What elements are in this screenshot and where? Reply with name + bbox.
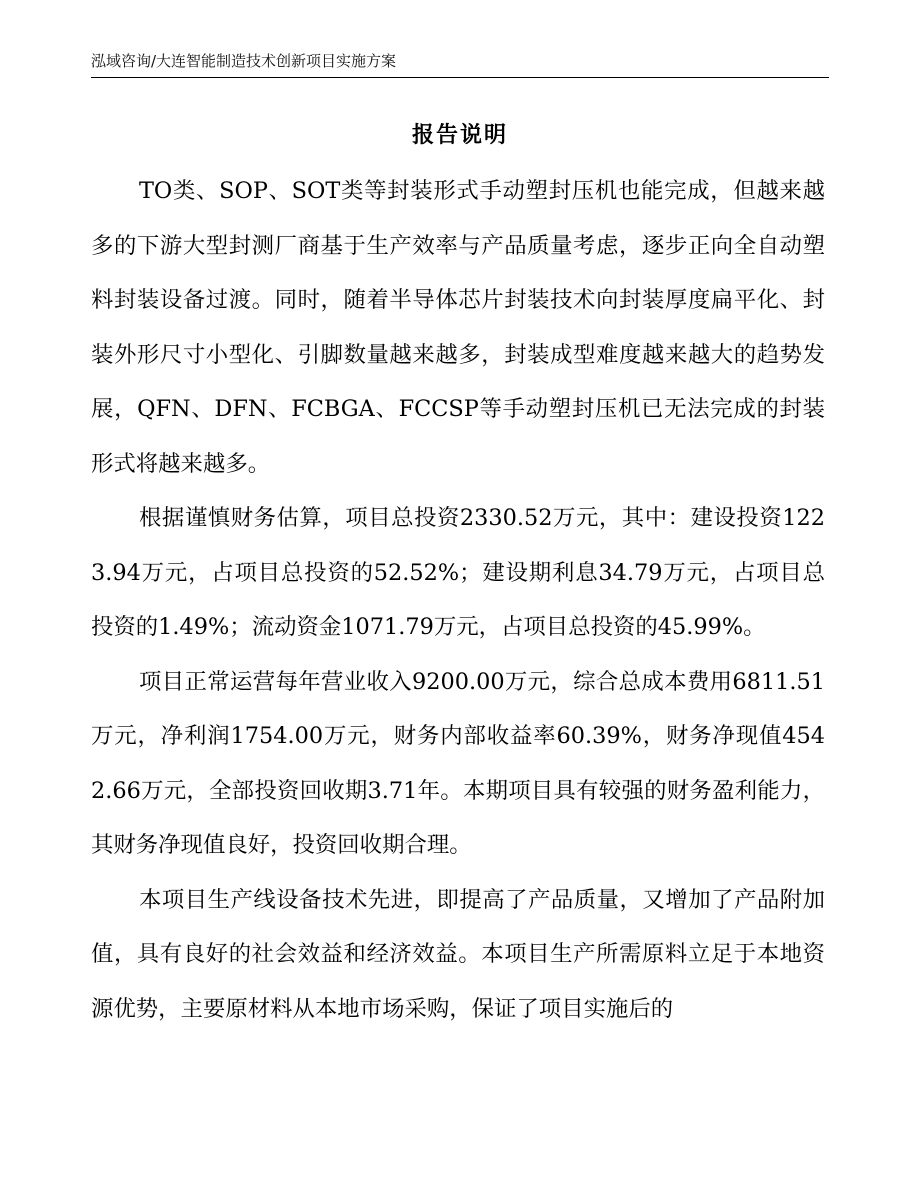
running-header: 泓域咨询/大连智能制造技术创新项目实施方案	[91, 52, 397, 70]
report-body	[91, 164, 825, 1036]
section-title: 报告说明	[411, 123, 508, 148]
header-divider	[91, 77, 829, 78]
paragraph-benefits: 本项目生产线设备技术先进，即提高了产品质量，又增加了产品附加值，具有良好的社会效益和经济效益。本项目生产所需原料立足于本地资源优势，主要原材料从本地市场采购，保证了项目实施后的	[91, 886, 825, 1022]
paragraph-packaging-trend: TO类、SOP、SOT类等封装形式手动塑封压机也能完成，但越来越多的下游大型封测厂商基于生产效率与产品质量考虑，逐步正向全自动塑料封装设备过渡。同时，随着半导体芯片封装技术向封装厚度扁平化、封装外形尺寸小型化、引脚数量越来越多，封装成型难度越来越大的趋势发展，QFN、DFN、FCBGA、FCCSP等手动塑封压机已无法完成的封装形式将越来越多。	[91, 178, 825, 477]
paragraph-revenue: 项目正常运营每年营业收入9200.00万元，综合总成本费用6811.51万元，净利润1754.00万元，财务内部收益率60.39%，财务净现值4542.66万元，全部投资回收期3.71年。本期项目具有较强的财务盈利能力，其财务净现值良好，投资回收期合理。	[91, 668, 825, 858]
paragraph-investment: 根据谨慎财务估算，项目总投资2330.52万元，其中：建设投资1223.94万元，占项目总投资的52.52%；建设期利息34.79万元，占项目总投资的1.49%；流动资金1071.79万元，占项目总投资的45.99%。	[91, 505, 825, 640]
